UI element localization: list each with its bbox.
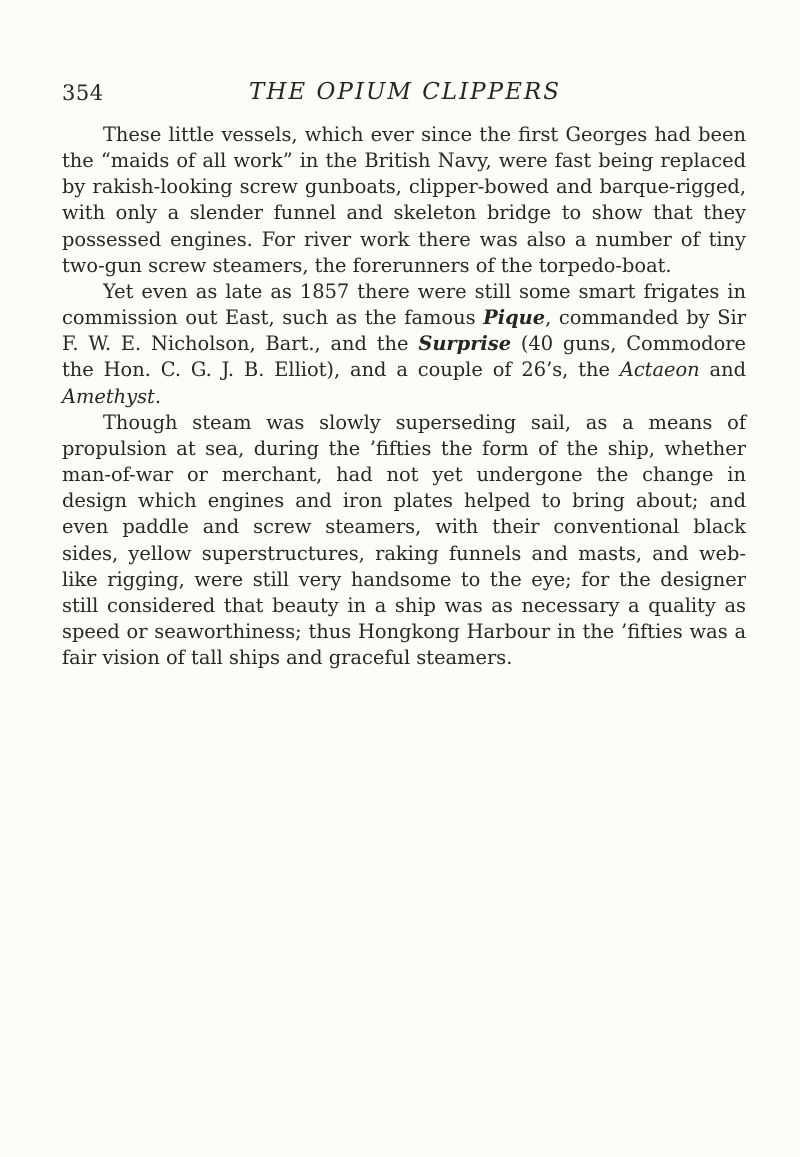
paragraph-2-text-b: , commanded by Sir F. W. E. Nicholson, Bart., and the	[62, 306, 747, 356]
running-head	[62, 73, 748, 113]
paragraph-3: Though steam was slowly superseding sail, as a means of propulsion at sea, during the ’fifties the form of the ship, whether man-of-war or merchant, had not yet undergone the change in design which engines and iron plates helped to bring about; and even paddle and screw steamers, with their conventional black sides, yellow superstructures, raking funnels and masts, and web-like rigging, were still very handsome to the eye; for the designer still considered that beauty in a ship was as necessary a quality as speed or seaworthiness; thus Hongkong Harbour in the ’fifties was a fair vision of tall ships and graceful steamers.	[62, 410, 746, 670]
ship-name-surprise: Surprise	[418, 332, 512, 356]
ship-name-pique: Pique	[483, 306, 546, 330]
ship-name-amethyst: Amethyst	[62, 384, 155, 408]
paragraph-2-text-e: .	[154, 384, 162, 408]
paragraph-1: These little vessels, which ever since the first Georges had been the “maids of all work” in the British Navy, were fast being replaced by rakish-looking screw gunboats, clipper-bowed and barque-rigged, with only a slender funnel and skeleton bridge to show that they possessed engines. For river work there was also a number of tiny two-gun screw steamers, the forerunners of the torpedo-boat.	[62, 123, 746, 277]
ship-name-actaeon: Actaeon	[619, 358, 700, 382]
paragraph-2-text-d: and	[699, 358, 746, 382]
book-page	[62, 0, 748, 1157]
running-title: THE OPIUM CLIPPERS	[249, 79, 561, 105]
paragraph-2-text-a: Yet even as late as 1857 there were still some smart frigates in commission out East, such as the famous	[62, 279, 746, 330]
paragraph-2-text-c: (40 guns, Commodore the Hon. C. G. J. B. Elliot), and a couple of 26’s, the	[62, 332, 746, 382]
body-text	[62, 122, 746, 671]
paragraph-2	[62, 279, 746, 410]
page-number: 354	[62, 81, 104, 105]
